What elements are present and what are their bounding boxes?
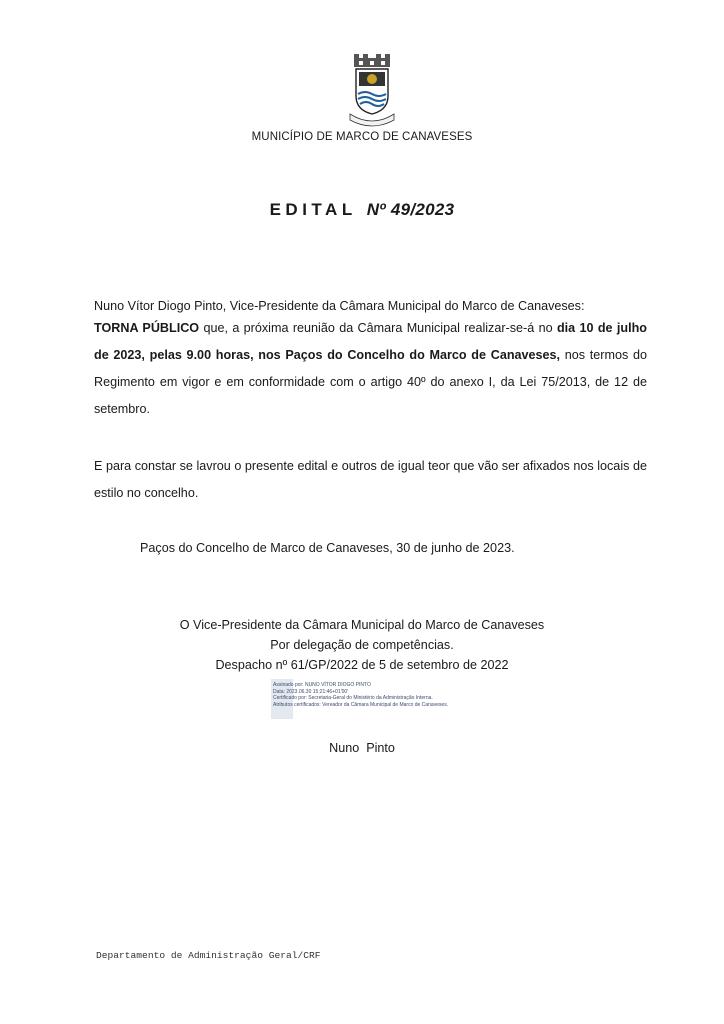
signer-name: Nuno Pinto — [329, 741, 395, 755]
stamp-certified-by: Certificado por: Secretaria-Geral do Ministério da Administração Interna. — [273, 695, 433, 701]
signature-block — [0, 615, 724, 675]
announcement-lead: TORNA PÚBLICO — [94, 321, 200, 335]
signature-title: O Vice-Presidente da Câmara Municipal do Marco de Canaveses — [179, 618, 545, 632]
digital-signature-stamp — [271, 679, 486, 719]
edital-number: Nº 49/2023 — [366, 200, 455, 219]
despacho-line: Despacho nº 61/GP/2022 de 5 de setembro de 2022 — [215, 658, 509, 672]
stamp-attributes: Atributos certificados: Vereador da Câmara Municipal de Marco de Canaveses. — [273, 701, 449, 708]
stamp-signed-by: Assinado por: NUNO VÍTOR DIOGO PINTO — [273, 682, 371, 688]
announcement-text-2: nos termos do Regimento em vigor e em conformidade com o artigo 40º do anexo I, da Lei 75/2013, de 12 de setembro. — [94, 348, 647, 416]
intro-paragraph: Nuno Vítor Diogo Pinto, Vice-Presidente da Câmara Municipal do Marco de Canaveses: — [94, 299, 585, 313]
announcement-paragraph — [94, 315, 647, 423]
municipal-coat-of-arms-icon — [340, 52, 404, 130]
constar-paragraph: E para constar se lavrou o presente edital e outros de igual teor que vão ser afixados nos locais de estilo no concelho. — [94, 459, 647, 500]
place-date-line: Paços do Concelho de Marco de Canaveses, 30 de junho de 2023. — [140, 541, 515, 555]
announcement-text-1: que, a próxima reunião da Câmara Municipal realizar-se-á no — [199, 321, 557, 335]
meeting-details: dia 10 de julho de 2023, pelas 9.00 horas, nos Paços do Concelho do Marco de Canaveses, — [94, 321, 647, 362]
delegation-line: Por delegação de competências. — [270, 638, 454, 652]
footer-department: Departamento de Administração Geral/CRF — [96, 950, 321, 961]
edital-word: EDITAL — [269, 200, 357, 219]
stamp-date: Data: 2023.06.30 15:21:46+01'00' — [273, 688, 349, 695]
document-title — [0, 200, 724, 220]
municipality-header: MUNICÍPIO DE MARCO DE CANAVESES — [251, 131, 473, 143]
